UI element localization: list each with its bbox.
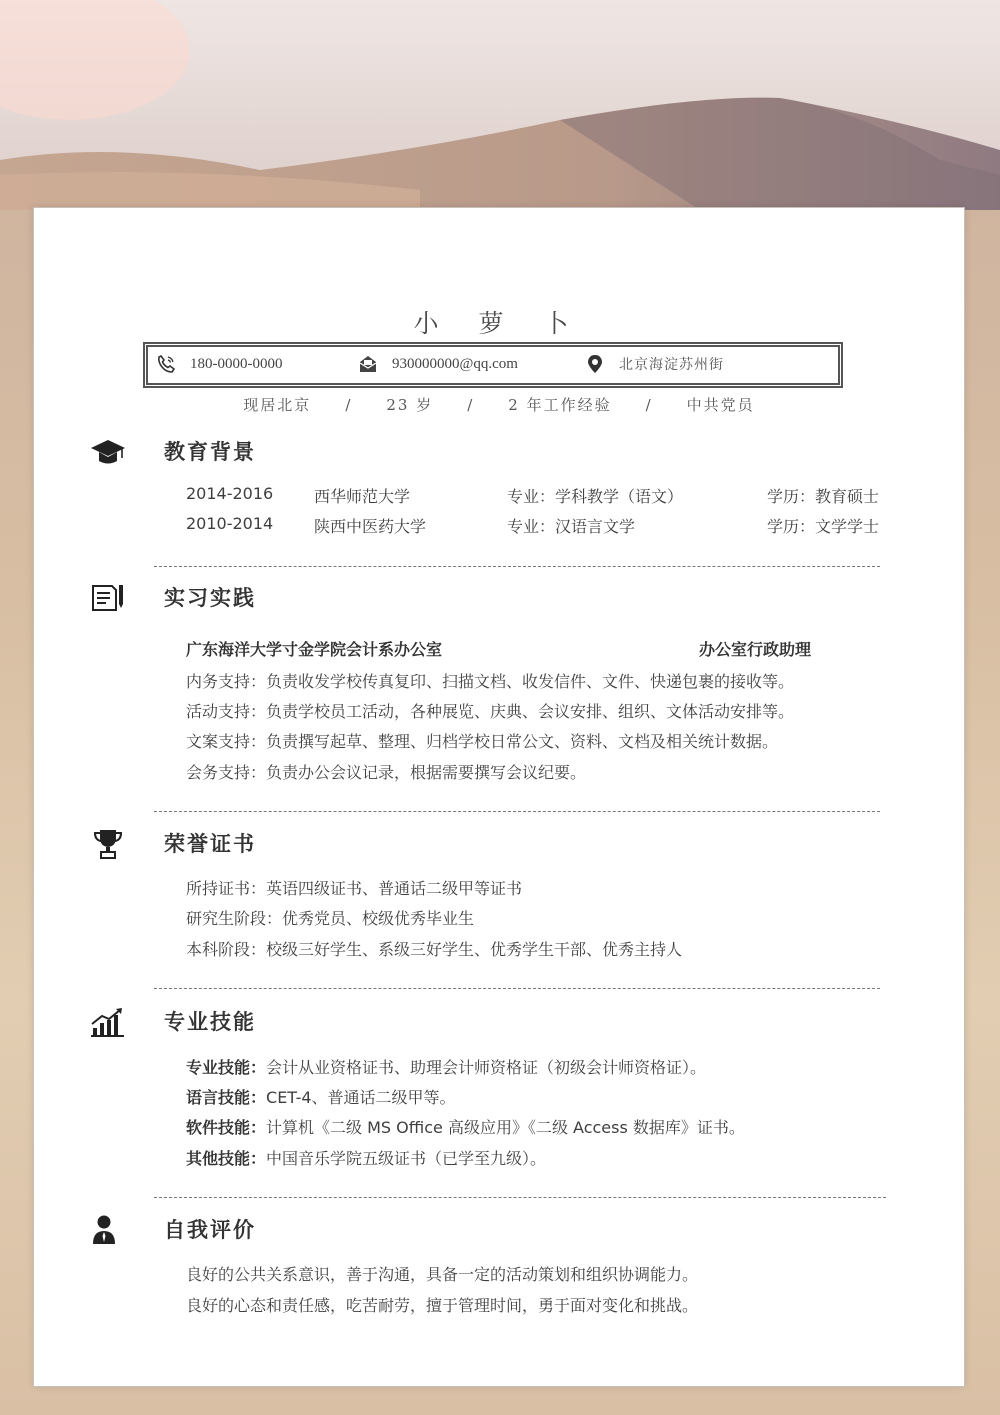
contact-bar bbox=[146, 345, 840, 385]
contact-address bbox=[585, 354, 724, 374]
section-divider bbox=[154, 566, 880, 567]
skill-text: CET-4、普通话二级甲等。 bbox=[266, 1088, 456, 1107]
info-experience: 2 年工作经验 bbox=[508, 396, 612, 414]
info-political: 中共党员 bbox=[686, 396, 755, 414]
section-title-skills: 专业技能 bbox=[164, 1010, 256, 1034]
section-title-internship: 实习实践 bbox=[164, 586, 256, 610]
mail-icon bbox=[358, 354, 378, 374]
info-separator: / bbox=[467, 396, 475, 414]
self-evaluation-line: 良好的心态和责任感，吃苦耐劳，擅于管理时间，勇于面对变化和挑战。 bbox=[186, 1296, 699, 1315]
skill-line bbox=[186, 1055, 706, 1078]
skill-line bbox=[186, 1115, 745, 1138]
edu-degree: 学历：文学学士 bbox=[767, 517, 880, 536]
honor-line: 研究生阶段：优秀党员、校级优秀毕业生 bbox=[186, 909, 475, 928]
internship-duty: 内务支持：负责收发学校传真复印、扫描文档、收发信件、文件、快递包裹的接收等。 bbox=[186, 672, 795, 691]
resume-page bbox=[34, 208, 964, 1386]
contact-email bbox=[358, 354, 518, 374]
skill-label: 软件技能： bbox=[186, 1118, 267, 1137]
person-icon bbox=[90, 1214, 126, 1246]
internship-duty: 活动支持：负责学校员工活动，各种展览、庆典、会议安排、组织、文体活动安排等。 bbox=[186, 702, 795, 721]
skill-line bbox=[186, 1146, 546, 1169]
contact-phone bbox=[156, 354, 283, 374]
background-landscape bbox=[0, 0, 1000, 210]
personal-info-line bbox=[34, 394, 964, 415]
email-address: 930000000@qq.com bbox=[392, 355, 518, 372]
skill-text: 中国音乐学院五级证书（已学至九级）。 bbox=[266, 1149, 547, 1168]
edu-school: 西华师范大学 bbox=[314, 487, 411, 506]
skill-line bbox=[186, 1085, 456, 1108]
document-icon bbox=[90, 582, 126, 614]
edu-period: 2014-2016 bbox=[186, 484, 274, 503]
skill-label: 其他技能： bbox=[186, 1149, 267, 1168]
internship-position: 办公室行政助理 bbox=[699, 640, 812, 659]
location-pin-icon bbox=[585, 354, 605, 374]
graduation-cap-icon bbox=[90, 436, 126, 468]
honor-line: 所持证书：英语四级证书、普通话二级甲等证书 bbox=[186, 879, 523, 898]
section-divider bbox=[154, 988, 880, 989]
phone-icon bbox=[156, 354, 176, 374]
phone-number: 180-0000-0000 bbox=[190, 355, 283, 372]
home-address: 北京海淀苏州街 bbox=[619, 357, 724, 373]
section-title-self-evaluation: 自我评价 bbox=[164, 1218, 256, 1242]
info-separator: / bbox=[345, 396, 353, 414]
internship-duty: 文案支持：负责撰写起草、整理、归档学校日常公文、资料、文档及相关统计数据。 bbox=[186, 732, 779, 751]
edu-school: 陕西中医药大学 bbox=[314, 517, 427, 536]
honor-line: 本科阶段：校级三好学生、系级三好学生、优秀学生干部、优秀主持人 bbox=[186, 940, 683, 959]
person-name: 小 萝 卜 bbox=[413, 309, 585, 338]
edu-major: 专业：汉语言文学 bbox=[507, 517, 636, 536]
section-title-education: 教育背景 bbox=[164, 440, 256, 464]
info-residence: 现居北京 bbox=[243, 396, 312, 414]
skill-text: 计算机《二级 MS Office 高级应用》《二级 Access 数据库》证书。 bbox=[266, 1118, 745, 1137]
info-age: 23 岁 bbox=[386, 396, 434, 414]
section-title-honors: 荣誉证书 bbox=[164, 832, 256, 856]
internship-organization: 广东海洋大学寸金学院会计系办公室 bbox=[186, 640, 443, 659]
section-divider bbox=[154, 811, 880, 812]
edu-major: 专业：学科教学（语文） bbox=[507, 487, 684, 506]
edu-period: 2010-2014 bbox=[186, 514, 274, 533]
edu-degree: 学历：教育硕士 bbox=[767, 487, 880, 506]
section-divider bbox=[154, 1197, 886, 1198]
self-evaluation-line: 良好的公共关系意识，善于沟通，具备一定的活动策划和组织协调能力。 bbox=[186, 1265, 699, 1284]
info-separator: / bbox=[645, 396, 653, 414]
internship-duty: 会务支持：负责办公会议记录，根据需要撰写会议纪要。 bbox=[186, 763, 587, 782]
growth-chart-icon bbox=[90, 1006, 126, 1038]
trophy-icon bbox=[90, 828, 126, 860]
skill-label: 专业技能： bbox=[186, 1058, 267, 1077]
skill-text: 会计从业资格证书、助理会计师资格证（初级会计师资格证）。 bbox=[266, 1058, 707, 1077]
skill-label: 语言技能： bbox=[186, 1088, 267, 1107]
